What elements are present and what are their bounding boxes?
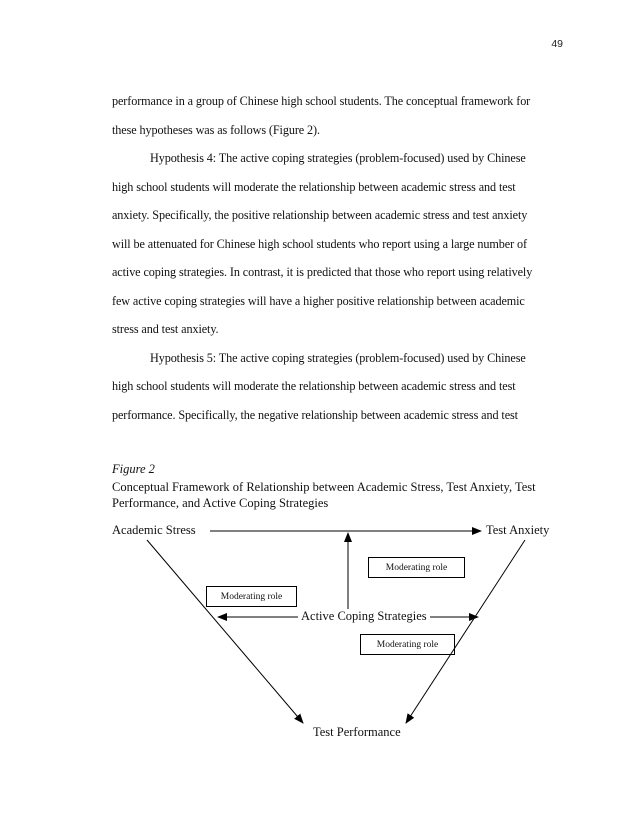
body-line: anxiety. Specifically, the positive relationship between academic stress and test anxiety <box>112 208 528 222</box>
node-academic-stress: Academic Stress <box>112 523 196 537</box>
body-line: performance in a group of Chinese high school students. The conceptual framework for <box>112 94 531 108</box>
body-line: high school students will moderate the relationship between academic stress and test <box>112 180 516 194</box>
body-line: Hypothesis 4: The active coping strategies (problem-focused) used by Chinese <box>150 151 526 165</box>
moderator-box-stress-performance: Moderating role <box>206 586 297 607</box>
node-test-performance: Test Performance <box>313 725 401 739</box>
moderator-box-anxiety: Moderating role <box>368 557 465 578</box>
node-active-coping: Active Coping Strategies <box>301 609 427 623</box>
body-line: these hypotheses was as follows (Figure 2). <box>112 123 320 137</box>
figure-caption: Conceptual Framework of Relationship between Academic Stress, Test Anxiety, Test Performance, and Active Coping Strategies <box>112 480 536 510</box>
page-number: 49 <box>551 38 563 50</box>
arrow-stress-to-performance <box>147 540 303 723</box>
body-line: high school students will moderate the relationship between academic stress and test <box>112 379 516 393</box>
body-line: Hypothesis 5: The active coping strategies (problem-focused) used by Chinese <box>150 351 526 365</box>
body-line: performance. Specifically, the negative relationship between academic stress and test <box>112 408 518 422</box>
body-line: few active coping strategies will have a higher positive relationship between academic <box>112 294 525 308</box>
moderator-box-anxiety-performance: Moderating role <box>360 634 455 655</box>
body-line: active coping strategies. In contrast, it is predicted that those who report using relatively <box>112 265 533 279</box>
body-line: will be attenuated for Chinese high school students who report using a large number of <box>112 237 527 251</box>
node-test-anxiety: Test Anxiety <box>486 523 550 537</box>
figure-label: Figure 2 <box>112 462 155 476</box>
body-line: stress and test anxiety. <box>112 322 219 336</box>
